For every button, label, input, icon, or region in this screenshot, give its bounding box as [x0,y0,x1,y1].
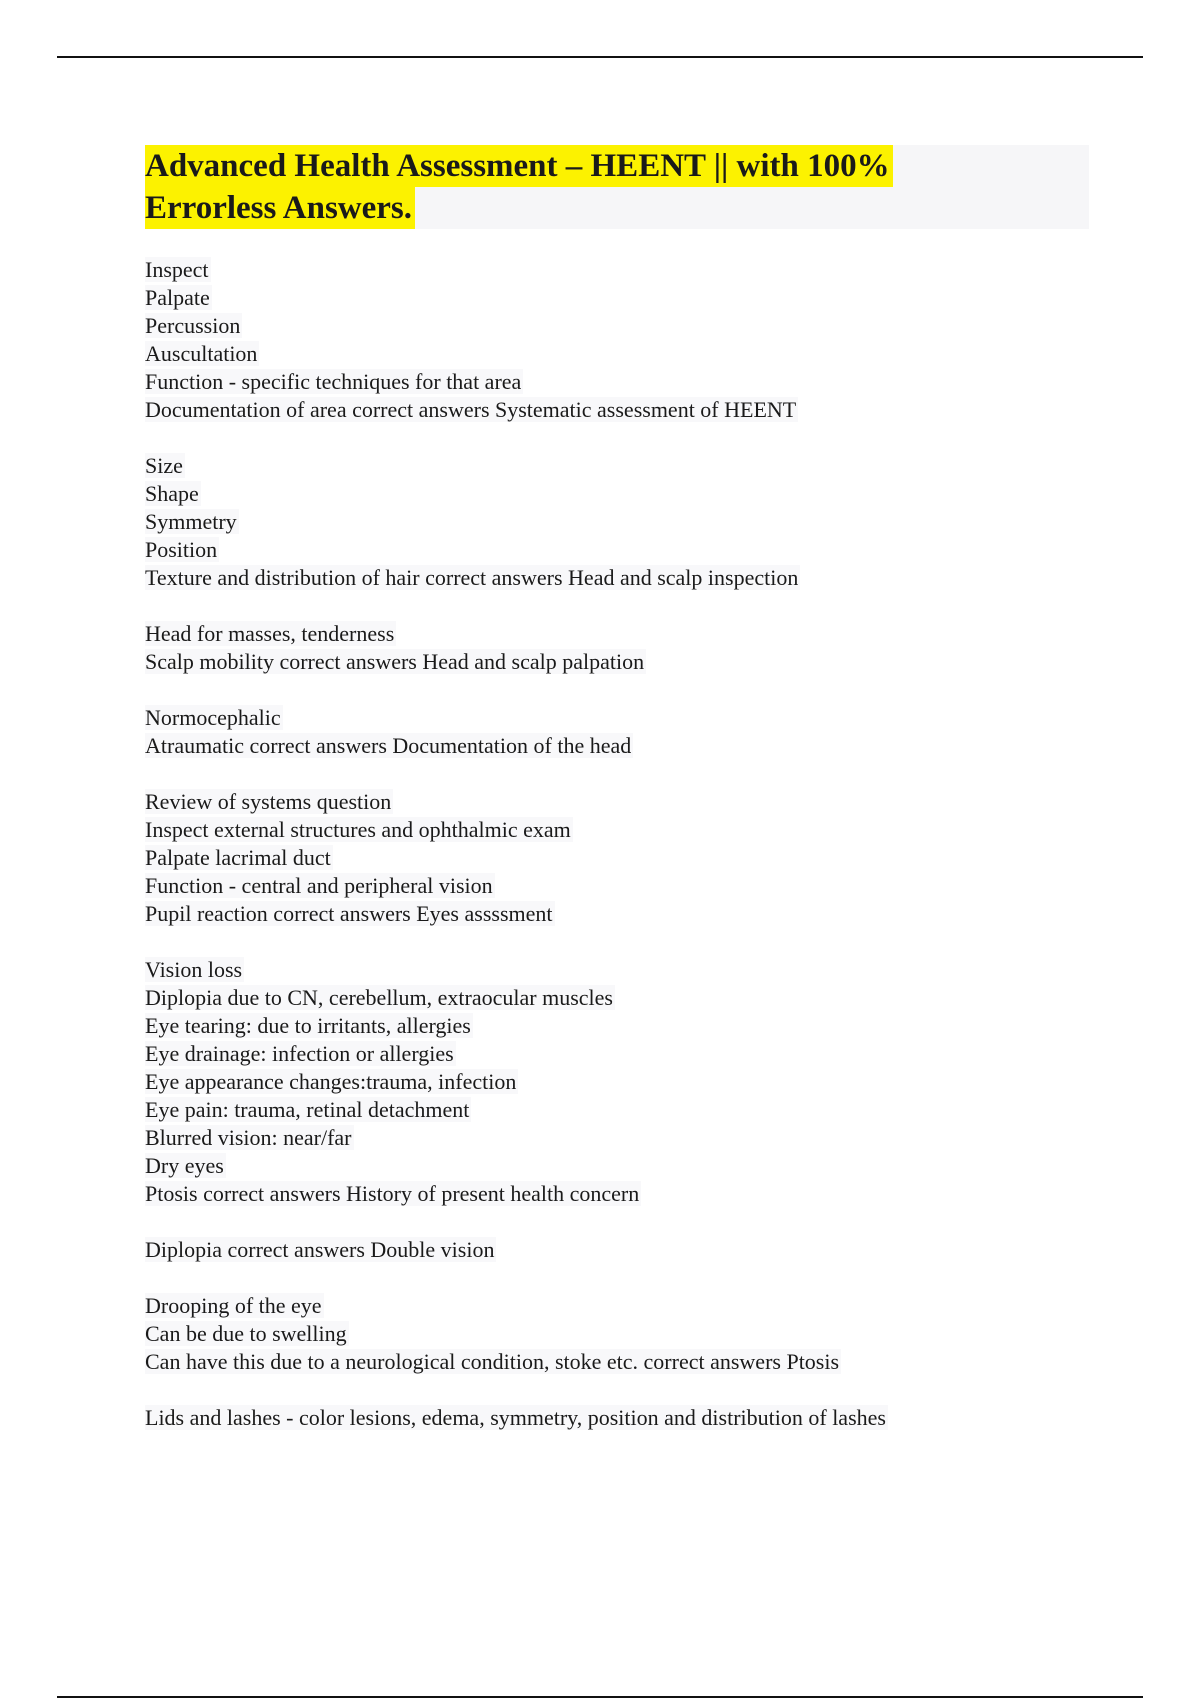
qa-block [145,788,1105,928]
qa-block [145,620,1105,676]
text-line: Palpate lacrimal duct [145,845,331,870]
qa-block [145,1404,1105,1432]
text-line: Scalp mobility correct answers Head and scalp palpation [145,649,645,674]
text-line: Eye drainage: infection or allergies [145,1041,454,1066]
title-line: Errorless Answers. [145,187,415,229]
document-body [145,256,1105,1460]
text-line: Auscultation [145,341,258,366]
text-line: Percussion [145,313,241,338]
text-line: Palpate [145,285,210,310]
text-line: Can be due to swelling [145,1321,347,1346]
text-line: Vision loss [145,957,243,982]
text-line: Eye tearing: due to irritants, allergies [145,1013,471,1038]
top-rule [57,56,1143,58]
title-line: Advanced Health Assessment – HEENT || with 100% [145,145,893,187]
qa-block [145,256,1105,424]
text-line: Symmetry [145,509,237,534]
text-line: Can have this due to a neurological condition, stoke etc. correct answers Ptosis [145,1349,840,1374]
text-line: Eye pain: trauma, retinal detachment [145,1097,470,1122]
text-line: Blurred vision: near/far [145,1125,352,1150]
bottom-rule [57,1696,1143,1698]
text-line: Head for masses, tenderness [145,621,395,646]
text-line: Normocephalic [145,705,281,730]
qa-block [145,1236,1105,1264]
qa-block [145,704,1105,760]
text-line: Inspect [145,257,209,282]
text-line: Ptosis correct answers History of present health concern [145,1181,640,1206]
text-line: Dry eyes [145,1153,224,1178]
text-line: Documentation of area correct answers Systematic assessment of HEENT [145,397,797,422]
text-line: Drooping of the eye [145,1293,322,1318]
text-line: Eye appearance changes:trauma, infection [145,1069,517,1094]
text-line: Shape [145,481,199,506]
title-block [145,145,1089,229]
qa-block [145,1292,1105,1376]
document-title [145,145,1089,229]
text-line: Inspect external structures and ophthalmic exam [145,817,571,842]
text-line: Review of systems question [145,789,392,814]
text-line: Function - central and peripheral vision [145,873,493,898]
text-line: Atraumatic correct answers Documentation of the head [145,733,632,758]
qa-block [145,956,1105,1208]
text-line: Size [145,453,183,478]
text-line: Position [145,537,218,562]
text-line: Diplopia correct answers Double vision [145,1237,495,1262]
text-line: Texture and distribution of hair correct answers Head and scalp inspection [145,565,799,590]
text-line: Pupil reaction correct answers Eyes assssment [145,901,553,926]
text-line: Function - specific techniques for that area [145,369,522,394]
text-line: Diplopia due to CN, cerebellum, extraocular muscles [145,985,613,1010]
qa-block [145,452,1105,592]
text-line: Lids and lashes - color lesions, edema, symmetry, position and distribution of lashes [145,1405,886,1430]
